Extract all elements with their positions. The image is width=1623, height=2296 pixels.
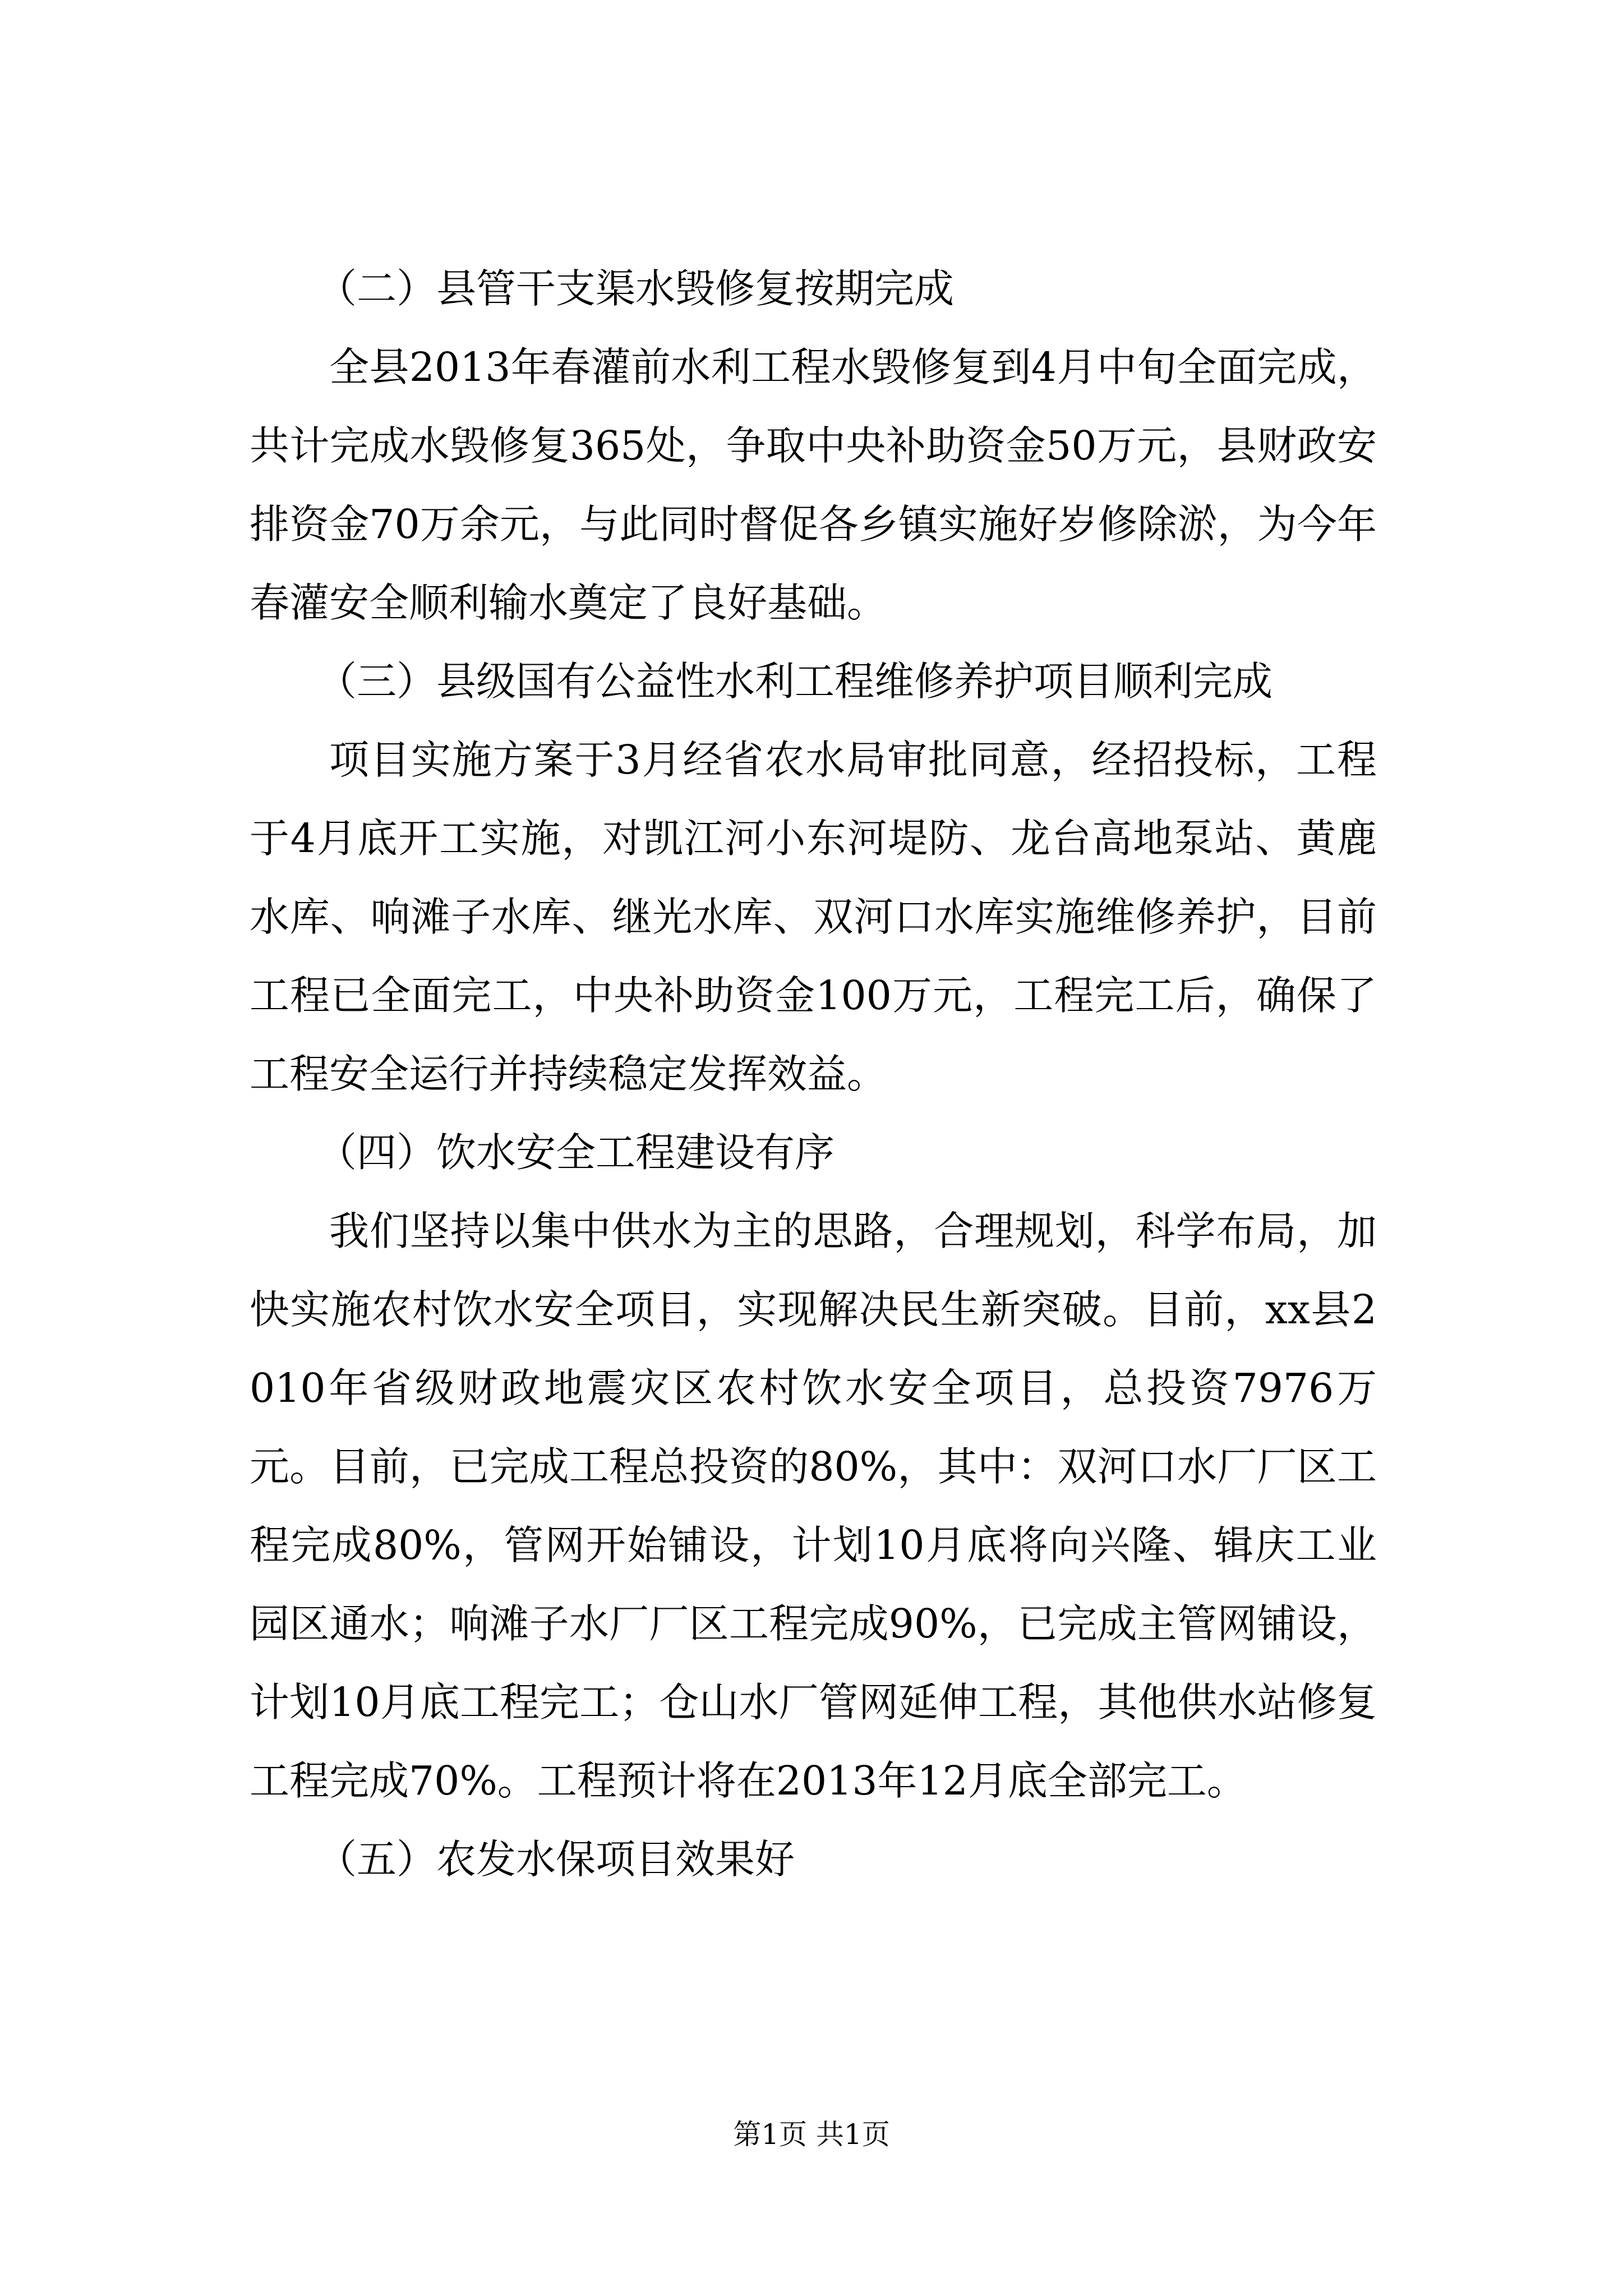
page-footer: 第1页 共1页 [733,2118,890,2151]
paragraph-drinking-water-safety: 我们坚持以集中供水为主的思路，合理规划，科学布局，加快实施农村饮水安全项目，实现解决民生新突破。目前，xx县2010年省级财政地震灾区农村饮水安全项目，总投资7976万元。目前，已完成工程总投资的80%，其中：双河口水厂厂区工程完成80%，管网开始铺设，计划10月底将向兴隆、辑庆工业园区通水；响滩子水厂厂区工程完成90%，已完成主管网铺设，计划10月底工程完工；仓山水厂管网延伸工程，其他供水站修复工程完成70%。工程预计将在2013年12月底全部完工。 [250,1208,1377,1804]
document-body [250,250,1377,1899]
section-heading-3: （三）县级国有公益性水利工程维修养护项目顺利完成 [317,658,1273,705]
paragraph-water-damage-repair: 全县2013年春灌前水利工程水毁修复到4月中旬全面完成，共计完成水毁修复365处，争取中央补助资金50万元，县财政安排资金70万余元，与此同时督促各乡镇实施好岁修除淤，为今年春灌安全顺利输水奠定了良好基础。 [250,344,1377,626]
section-heading-4: （四）饮水安全工程建设有序 [317,1129,835,1176]
section-heading-5: （五）农发水保项目效果好 [317,1836,795,1883]
section-heading-2: （二）县管干支渠水毁修复按期完成 [317,265,955,312]
paragraph-maintenance-project: 项目实施方案于3月经省农水局审批同意，经招投标，工程于4月底开工实施，对凯江河小东河堤防、龙台高地泵站、黄鹿水库、响滩子水库、继光水库、双河口水库实施维修养护，目前工程已全面完工，中央补助资金100万元，工程完工后，确保了工程安全运行并持续稳定发挥效益。 [250,737,1377,1097]
